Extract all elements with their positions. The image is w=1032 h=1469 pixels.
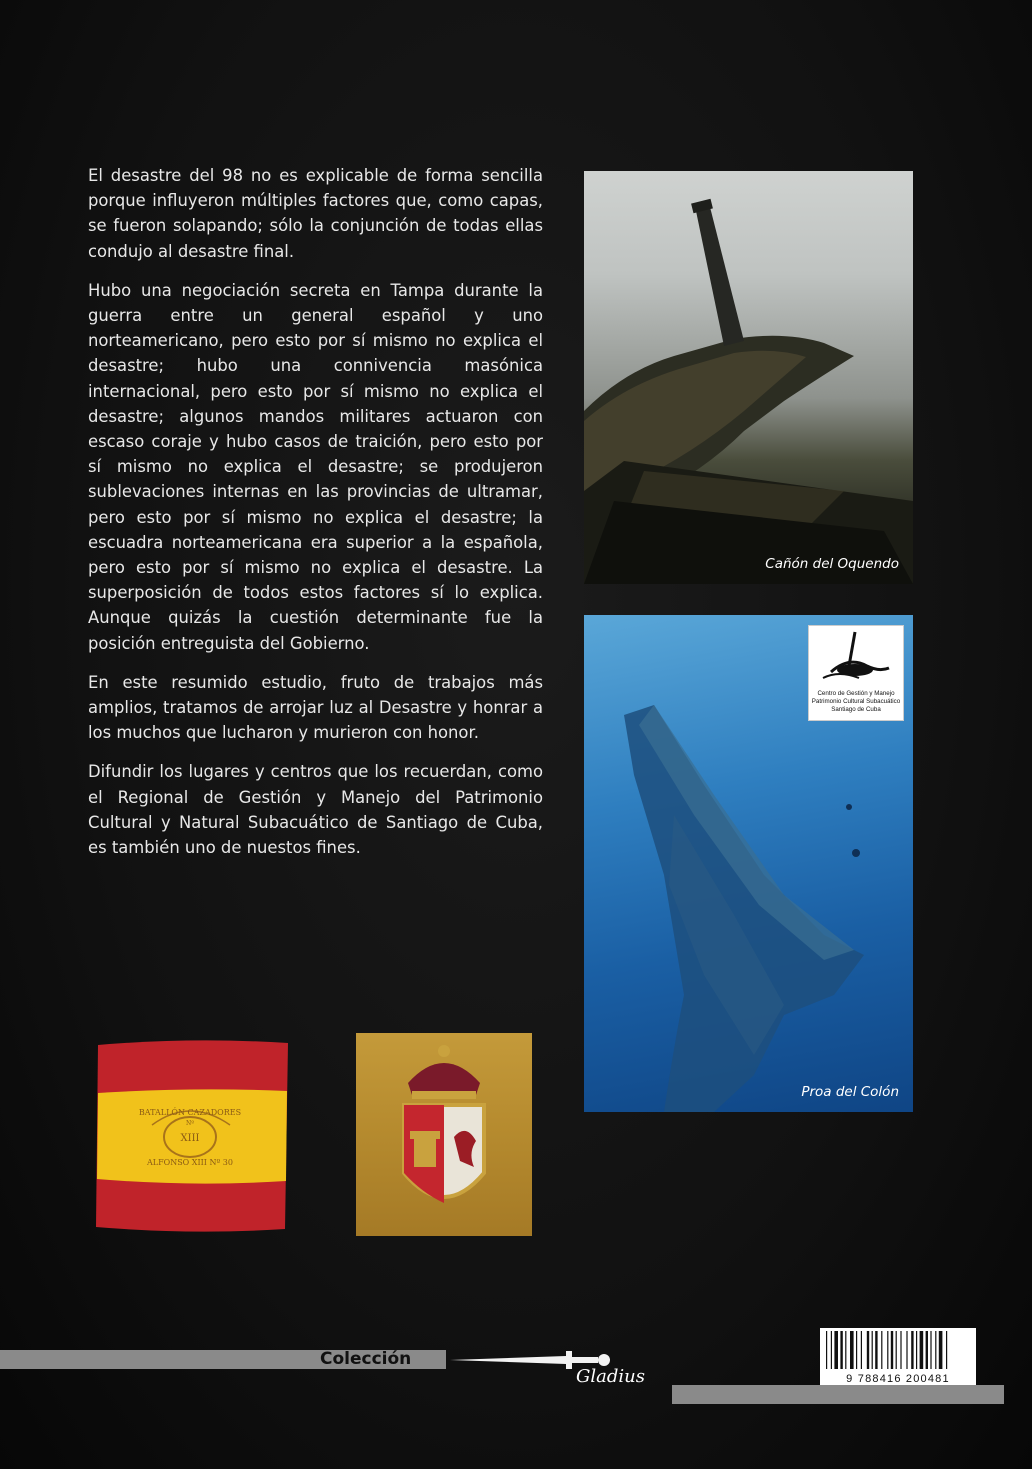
diver-logo-icon [809, 626, 903, 686]
barcode-bar [826, 1331, 827, 1369]
barcode-bar [930, 1331, 931, 1369]
coat-of-arms [356, 1033, 532, 1236]
logo-line-1: Centro de Gestión y Manejo [817, 690, 895, 697]
barcode-bar [861, 1331, 862, 1369]
spanish-flag-image [92, 1037, 291, 1235]
barcode-bar [939, 1331, 943, 1369]
barcode-bar [875, 1331, 877, 1369]
isbn-barcode [820, 1328, 976, 1386]
wreck-cannon-image [584, 171, 913, 584]
barcode-bar [906, 1331, 907, 1369]
synopsis-text [88, 163, 543, 874]
barcode-bar [840, 1331, 842, 1369]
heritage-center-logo [808, 625, 904, 721]
logo-line-2: Patrimonio Cultural Subacuático [811, 698, 901, 705]
barcode-bar [926, 1331, 928, 1369]
barcode-bar [845, 1331, 846, 1369]
logo-line-3: Santiago de Cuba [831, 706, 881, 713]
isbn-number: 9 788416 200481 [846, 1373, 950, 1385]
barcode-bar [881, 1331, 882, 1369]
flag-line-1: BATALLÓN CAZADORES [138, 1108, 242, 1117]
barcode-bar [900, 1331, 901, 1369]
colon-bow-photo [584, 615, 913, 1112]
paragraph-4: Difundir los lugares y centros que los recuerdan, como el Regional de Gestión y Manejo del Patrimonio Cultural y Natural Subacuático de Santiago de Cuba, es también uno de nuestos fines. [88, 762, 543, 858]
barcode-bar [867, 1331, 869, 1369]
barcode-bar [872, 1331, 873, 1369]
flag-line-2: Nº [185, 1120, 195, 1127]
barcode-bar [920, 1331, 924, 1369]
barcode-bar [831, 1331, 832, 1369]
barcode-bar [850, 1331, 854, 1369]
paragraph-1: El desastre del 98 no es explicable de forma sencilla porque influyeron múltiples factores que, como capas, se fueron solapando; sólo la conjunción de todas ellas condujo al desastre final. [88, 166, 543, 261]
paragraph-2: Hubo una negociación secreta en Tampa durante la guerra entre un general español y uno norteamericano, pero esto por sí mismo no explica el desastre; hubo una connivencia masónica internacional, pero esto por sí mismo no explica el desastre; algunos mandos militares actuaron con escaso coraje y hubo casos de traición, pero esto por sí mismo no explica el desastre; se produjeron sublevaciones internas en las provincias de ultramar, pero esto por sí mismo no explica el desastre; la escuadra norteamericana era superior a la española, pero esto por sí mismo no explica el desastre. La superposición de todos estos factores sí lo explica. Aunque quizás la cuestión determinante fue la posición entreguista del Gobierno. [88, 280, 543, 653]
barcode-bar [896, 1331, 897, 1369]
barcode-icon [820, 1328, 976, 1372]
barcode-bar [856, 1331, 857, 1369]
oquendo-cannon-photo [584, 171, 913, 584]
barcode-bar [834, 1331, 838, 1369]
barcode-bar [916, 1331, 917, 1369]
paragraph-3: En este resumido estudio, fruto de trabajos más amplios, tratamos de arrojar luz al Desastre y honrar a los muchos que lucharon y murieron con honor. [88, 672, 543, 743]
barcode-bar [946, 1331, 947, 1369]
flag-line-3: XIII [180, 1133, 200, 1144]
flag-line-4: ALFONSO XIII Nº 30 [147, 1158, 233, 1167]
battalion-flag [92, 1037, 291, 1235]
crest-image [356, 1033, 532, 1236]
collection-label: Colección [320, 1349, 412, 1369]
barcode-bar [891, 1331, 893, 1369]
diver-silhouette [852, 849, 860, 857]
collection-name: Gladius [576, 1366, 645, 1387]
oquendo-caption: Cañón del Oquendo [765, 556, 899, 572]
collection-band-right [672, 1385, 1004, 1404]
barcode-bar [911, 1331, 913, 1369]
colon-caption: Proa del Colón [801, 1084, 899, 1100]
barcode-bar [935, 1331, 936, 1369]
barcode-bar [887, 1331, 888, 1369]
